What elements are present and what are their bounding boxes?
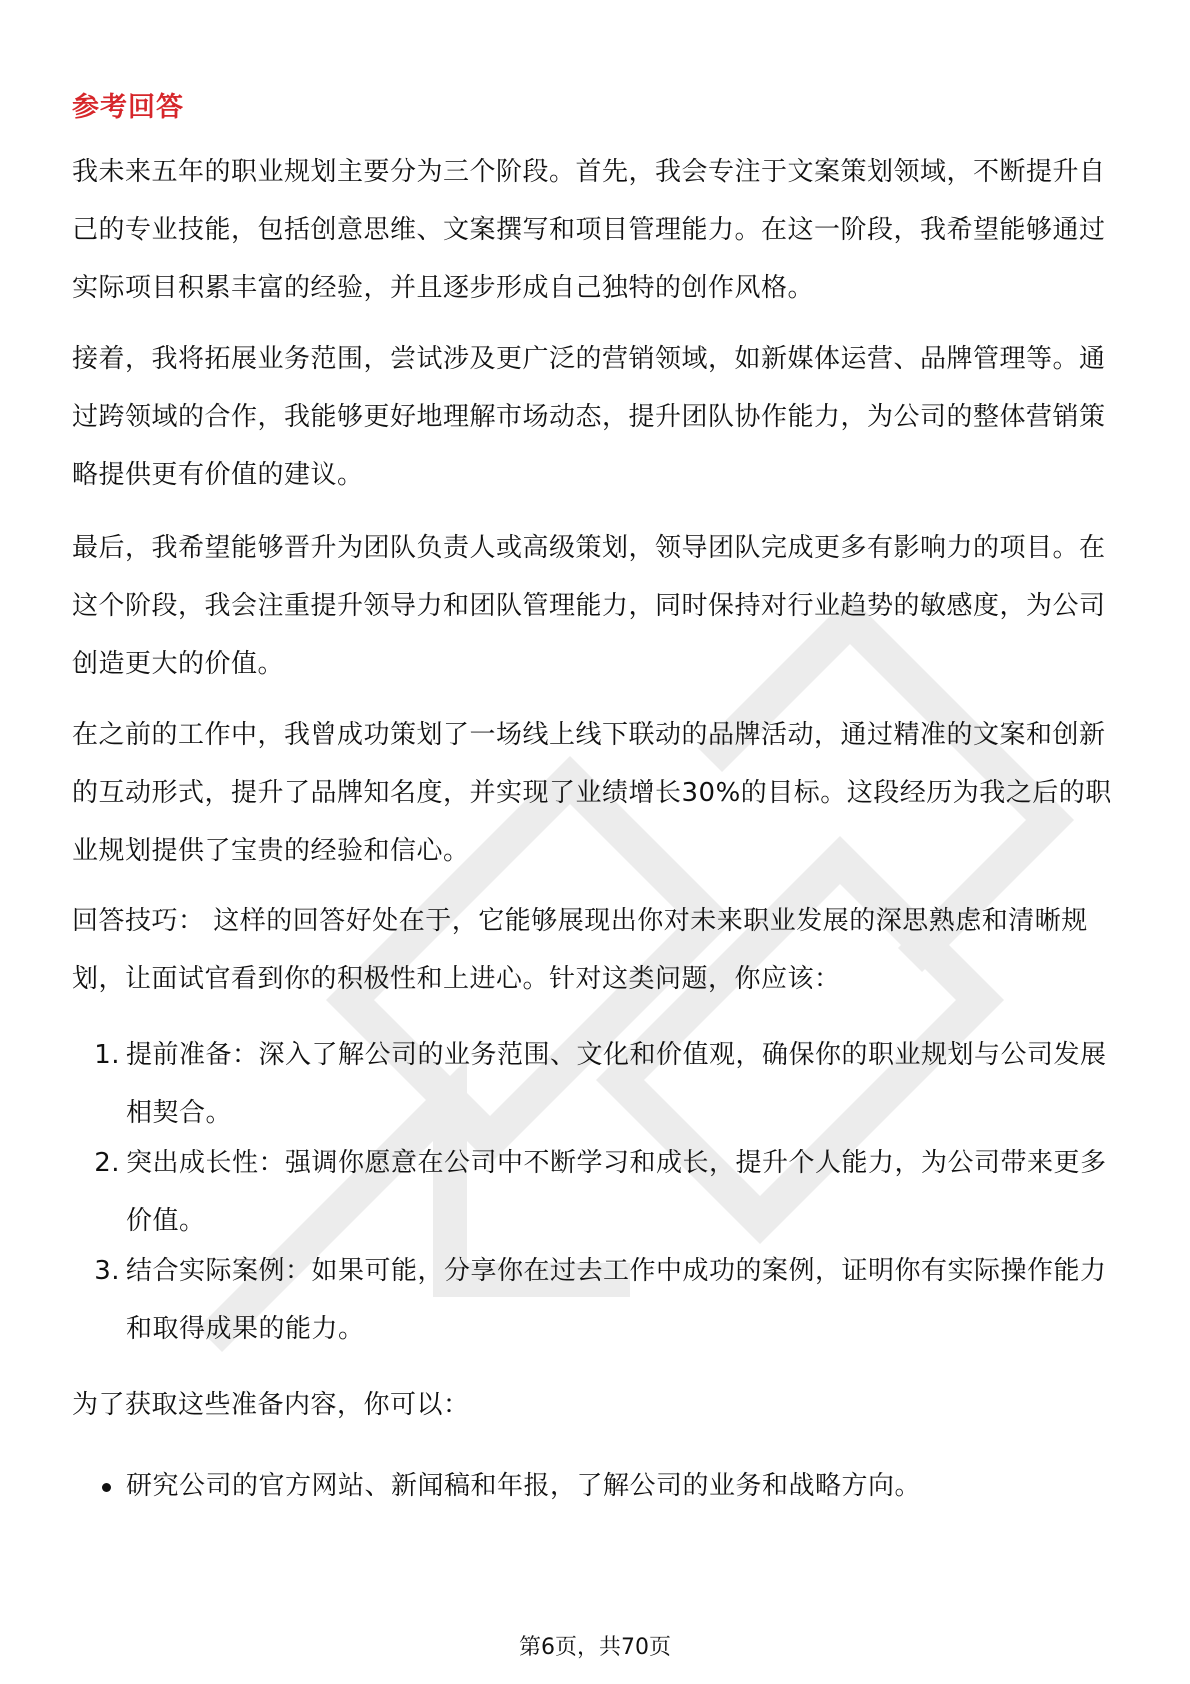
list-number: 3. bbox=[94, 1256, 120, 1286]
list-item bbox=[72, 1242, 1124, 1358]
list-item bbox=[72, 1026, 1124, 1142]
paragraph-plan-stage-three: 最后，我希望能够晋升为团队负责人或高级策划，领导团队完成更多有影响力的项目。在这个阶段，我会注重提升领导力和团队管理能力，同时保持对行业趋势的敏感度，为公司创造更大的价值。 bbox=[72, 533, 1106, 679]
paragraph-prep-intro: 为了获取这些准备内容，你可以： bbox=[72, 1390, 470, 1420]
bullet-dot-icon bbox=[102, 1483, 111, 1492]
list-item bbox=[72, 1134, 1124, 1250]
bullet-item bbox=[72, 1457, 1124, 1515]
paragraph-plan-stage-one: 我未来五年的职业规划主要分为三个阶段。首先，我会专注于文案策划领域，不断提升自己的专业技能，包括创意思维、文案撰写和项目管理能力。在这一阶段，我希望能够通过实际项目积累丰富的经验，并且逐步形成自己独特的创作风格。 bbox=[72, 157, 1106, 303]
list-item-text: 突出成长性：强调你愿意在公司中不断学习和成长，提升个人能力，为公司带来更多价值。 bbox=[126, 1148, 1107, 1236]
list-item-text: 结合实际案例：如果可能，分享你在过去工作中成功的案例，证明你有实际操作能力和取得成果的能力。 bbox=[126, 1256, 1107, 1344]
page-number-footer: 第6页，共70页 bbox=[519, 1635, 671, 1660]
list-number: 1. bbox=[94, 1040, 120, 1070]
list-number: 2. bbox=[94, 1148, 120, 1178]
bullet-item-text: 研究公司的官方网站、新闻稿和年报，了解公司的业务和战略方向。 bbox=[126, 1471, 922, 1501]
paragraph-plan-stage-two: 接着，我将拓展业务范围，尝试涉及更广泛的营销领域，如新媒体运营、品牌管理等。通过跨领域的合作，我能够更好地理解市场动态，提升团队协作能力，为公司的整体营销策略提供更有价值的建议。 bbox=[72, 344, 1106, 490]
paragraph-answer-tips: 回答技巧： 这样的回答好处在于，它能够展现出你对未来职业发展的深思熟虑和清晰规划，让面试官看到你的积极性和上进心。针对这类问题，你应该： bbox=[72, 906, 1088, 994]
paragraph-past-experience: 在之前的工作中，我曾成功策划了一场线上线下联动的品牌活动，通过精准的文案和创新的互动形式，提升了品牌知名度，并实现了业绩增长30%的目标。这段经历为我之后的职业规划提供了宝贵的经验和信心。 bbox=[72, 720, 1112, 866]
list-item-text: 提前准备：深入了解公司的业务范围、文化和价值观，确保你的职业规划与公司发展相契合。 bbox=[126, 1040, 1107, 1128]
section-heading: 参考回答 bbox=[72, 92, 184, 123]
